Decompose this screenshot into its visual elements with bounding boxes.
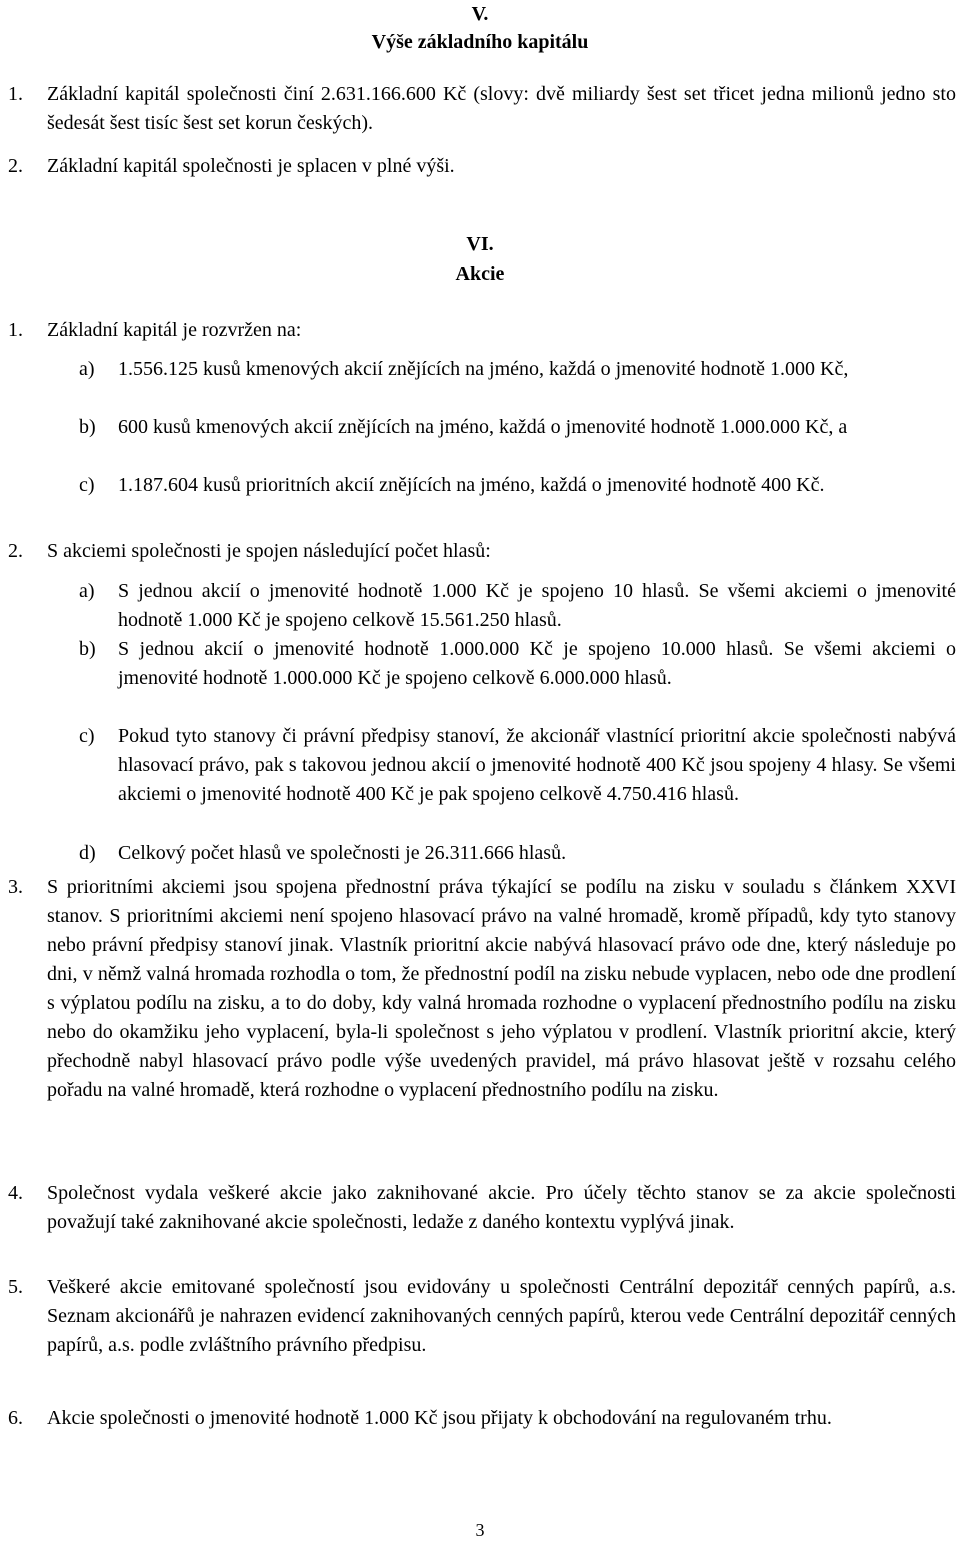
sub-item-text: 1.556.125 kusů kmenových akcií znějících na jméno, každá o jmenovité hodnotě 1.000 Kč, — [118, 358, 849, 380]
item-number: 5. — [8, 1276, 23, 1298]
item-text: Akcie společnosti o jmenovité hodnotě 1.000 Kč jsou přijaty k obchodování na regulovaném trhu. — [47, 1407, 832, 1429]
item-text: Základní kapitál společnosti činí 2.631.166.600 Kč (slovy: dvě miliardy šest set třicet jedna milionů jedno sto šedesát šest tisíc šest set korun českých). — [47, 83, 956, 134]
page-number: 3 — [475, 1520, 485, 1540]
item-text: Základní kapitál je rozvržen na: — [47, 319, 302, 341]
sub-item-text: Celkový počet hlasů ve společnosti je 26.311.666 hlasů. — [118, 842, 567, 864]
sub-item-label: c) — [79, 725, 95, 747]
item-number: 3. — [8, 876, 23, 898]
sub-item-label: a) — [79, 580, 95, 602]
item-number: 1. — [8, 83, 23, 105]
item-text: S prioritními akciemi jsou spojena přednostní práva týkající se podílu na zisku v souladu s článkem XXVI stanov. S prioritními akciemi není spojeno hlasovací právo na valné hromadě, kromě případů, kdy tyto stanovy nebo právní předpisy stanoví jinak. Vlastník prioritní akcie nabývá hlasovací právo ode dne, který následuje po dni, v němž valná hromada rozhodla o tom, že přednostní podíl na zisku nebude vyplacen, nebo ode dne prodlení s výplatou podílu na zisku, a to do doby, kdy valná hromada rozhodne o vyplacení přednostního podílu na zisku nebo do okamžiku jeho vyplacení, byla-li společnost s jeho výplatou v prodlení. Vlastník prioritní akcie, který přechodně nabyl hlasovací právo podle výše uvedených pravidel, má právo hlasovat ještě v rozsahu celého pořadu na valné hromadě, která rozhodne o vyplacení přednostního podílu na zisku. — [47, 876, 956, 1101]
item-number: 2. — [8, 155, 23, 177]
sub-item-label: a) — [79, 358, 95, 380]
section-6-number: VI. — [466, 233, 494, 255]
item-text: Veškeré akcie emitované společností jsou evidovány u společnosti Centrální depozitář cenných papírů, a.s. Seznam akcionářů je nahrazen evidencí zaknihovaných cenných papírů, kterou vede Centrální depozitář cenných papírů, a.s. podle zvláštního právního předpisu. — [47, 1276, 956, 1356]
sub-item-text: S jednou akcií o jmenovité hodnotě 1.000 Kč je spojeno 10 hlasů. Se všemi akciemi o jmenovité hodnotě 1.000 Kč je spojeno celkově 15.561.250 hlasů. — [118, 580, 956, 631]
item-number: 1. — [8, 319, 23, 341]
sub-item-label: c) — [79, 474, 95, 496]
sub-item-label: b) — [79, 638, 96, 660]
item-text: Základní kapitál společnosti je splacen v plné výši. — [47, 155, 455, 177]
sub-item-text: 600 kusů kmenových akcií znějících na jméno, každá o jmenovité hodnotě 1.000.000 Kč, a — [118, 416, 848, 438]
item-text: S akciemi společnosti je spojen následující počet hlasů: — [47, 540, 491, 562]
sub-item-text: Pokud tyto stanovy či právní předpisy stanoví, že akcionář vlastnící prioritní akcie společnosti nabývá hlasovací právo, pak s takovou jednou akcií o jmenovité hodnotě 400 Kč jsou spojeny 4 hlasy. Se všemi akciemi o jmenovité hodnotě 400 Kč je pak spojeno celkově 4.750.416 hlasů. — [118, 725, 956, 805]
sub-item-text: S jednou akcií o jmenovité hodnotě 1.000.000 Kč je spojeno 10.000 hlasů. Se všemi akciemi o jmenovité hodnotě 1.000.000 Kč je spojeno celkově 6.000.000 hlasů. — [118, 638, 956, 689]
section-6-title: Akcie — [455, 263, 505, 285]
section-5-title: Výše základního kapitálu — [371, 31, 589, 53]
item-text: Společnost vydala veškeré akcie jako zaknihované akcie. Pro účely těchto stanov se za akcie společnosti považují také zaknihované akcie společnosti, ledaže z daného kontextu vyplývá jinak. — [47, 1182, 956, 1233]
section-5-number: V. — [471, 3, 489, 25]
sub-item-label: d) — [79, 842, 96, 864]
item-number: 4. — [8, 1182, 23, 1204]
sub-item-text: 1.187.604 kusů prioritních akcií znějících na jméno, každá o jmenovité hodnotě 400 Kč. — [118, 474, 825, 496]
sub-item-label: b) — [79, 416, 96, 438]
item-number: 6. — [8, 1407, 23, 1429]
item-number: 2. — [8, 540, 23, 562]
